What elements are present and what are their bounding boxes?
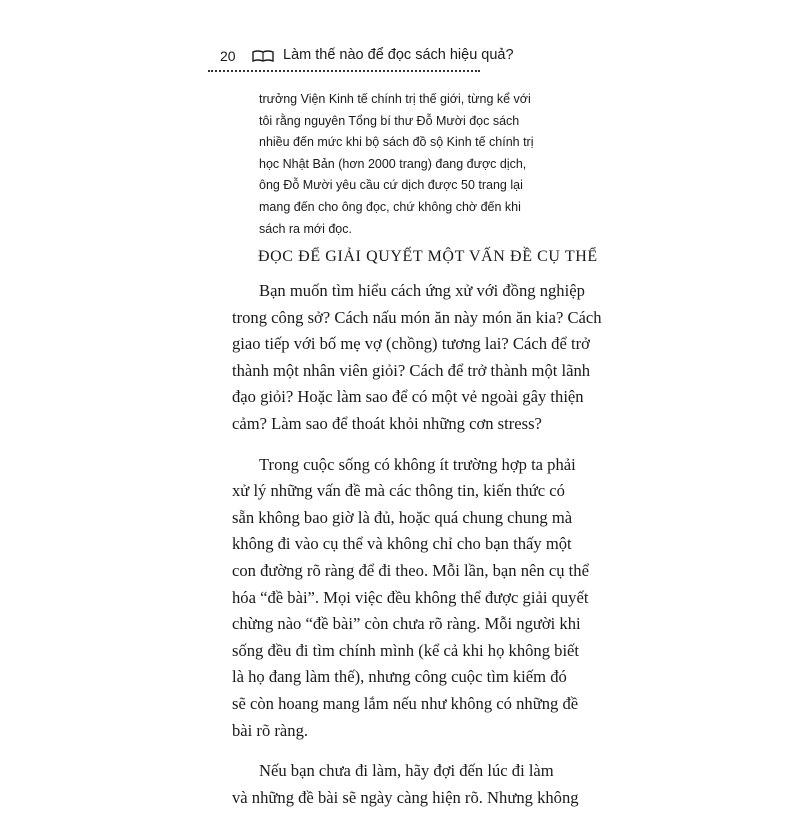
section-heading: ĐỌC ĐỂ GIẢI QUYẾT MỘT VẤN ĐỀ CỤ THỂ — [258, 248, 598, 265]
running-title: Làm thế nào để đọc sách hiệu quả? — [283, 47, 514, 63]
body-line: hóa “đề bài”. Mọi việc đều không thể được giải quyết — [232, 587, 589, 607]
body-line: Trong cuộc sống có không ít trường hợp ta phải — [259, 454, 576, 474]
paragraph — [232, 452, 612, 745]
body-line: giao tiếp với bố mẹ vợ (chồng) tương lai? Cách để trở — [232, 334, 590, 354]
body-line: đạo giỏi? Hoặc làm sao để có một vẻ ngoài gây thiện — [232, 387, 584, 407]
paragraph — [232, 758, 612, 811]
body-line: Bạn muốn tìm hiểu cách ứng xử với đồng nghiệp — [259, 281, 585, 300]
quote-block — [259, 89, 559, 240]
body-line: con đường rõ ràng để đi theo. Mỗi lần, bạn nên cụ thể — [232, 560, 589, 580]
body-line: Nếu bạn chưa đi làm, hãy đợi đến lúc đi làm — [259, 761, 554, 781]
body-line: trong công sở? Cách nấu món ăn này món ăn kia? Cách — [232, 307, 602, 327]
body-line: sẽ còn hoang mang lắm nếu như không có những đề — [232, 693, 579, 713]
quote-line: nhiều đến mức khi bộ sách đồ sộ Kinh tế chính trị — [259, 135, 534, 150]
open-book-icon — [252, 49, 274, 63]
body-line: chừng nào “đề bài” còn chưa rõ ràng. Mỗi người khi — [232, 614, 581, 634]
body-line: sẵn không bao giờ là đủ, hoặc quá chung chung mà — [232, 507, 573, 527]
quote-line: tôi rằng nguyên Tổng bí thư Đỗ Mười đọc sách — [259, 113, 520, 128]
body-line: xử lý những vấn đề mà các thông tin, kiến thức có — [232, 481, 565, 501]
header-divider — [208, 70, 480, 72]
quote-line: sách ra mới đọc. — [259, 221, 352, 236]
body-line: và những đề bài sẽ ngày càng hiện rõ. Nhưng không — [232, 787, 579, 807]
page-number: 20 — [220, 48, 236, 64]
body-text — [232, 278, 612, 825]
quote-line: học Nhật Bản (hơn 2000 trang) đang được dịch, — [259, 156, 527, 171]
quote-line: trưởng Viện Kinh tế chính trị thế giới, từng kể với — [259, 92, 531, 106]
body-line: cảm? Làm sao để thoát khỏi những cơn stress? — [232, 413, 542, 433]
running-header — [208, 46, 514, 68]
quote-line: mang đến cho ông đọc, chứ không chờ đến khi — [259, 199, 521, 214]
body-line: sống đều đi tìm chính mình (kể cả khi họ không biết — [232, 640, 580, 660]
paragraph — [232, 278, 612, 438]
body-line: thành một nhân viên giỏi? Cách để trở thành một lãnh — [232, 360, 591, 380]
body-line: bài rõ ràng. — [232, 720, 309, 740]
body-line: là họ đang làm thế), nhưng công cuộc tìm kiếm đó — [232, 667, 567, 687]
body-line: không đi vào cụ thể và không chỉ cho bạn thấy một — [232, 534, 572, 554]
quote-line: ông Đỗ Mười yêu cầu cứ dịch được 50 trang lại — [259, 178, 523, 193]
